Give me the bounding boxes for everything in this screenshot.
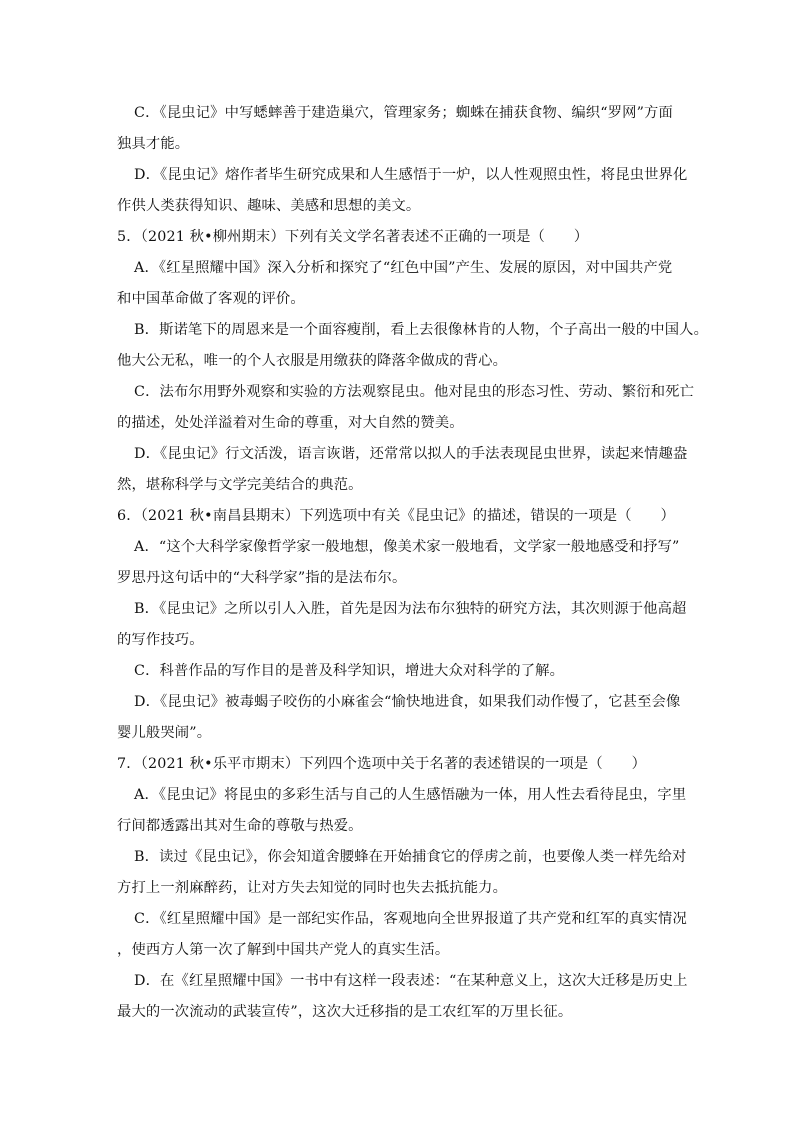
text-line: D．《昆虫记》熔作者毕生研究成果和人生感悟于一炉，以人性观照虫性，将昆虫世界化 [134,167,688,183]
option-5c [117,377,695,439]
option-6b [117,594,687,656]
option-4c [117,98,677,160]
text-line: B．斯诺笔下的周恩来是一个面容瘦削，看上去很像林肯的人物，个子高出一般的中国人。 [134,322,709,338]
text-line: 作供人类获得知识、趣味、美感和思想的美文。 [117,198,421,214]
option-7d [117,966,688,1028]
text-line: C．《昆虫记》中写蟋蟀善于建造巢穴，管理家务；蜘蛛在捕获食物、编织“罗网”方面 [134,105,673,121]
question-5-stem [117,222,677,253]
text-line: C．《红星照耀中国》是一部纪实作品，客观地向全世界报道了共产党和红军的真实情况 [134,911,687,927]
option-6d [117,687,681,749]
option-5d [117,439,688,501]
text-line: A．《红星照耀中国》深入分析和探究了“红色中国”产生、发展的原因，对中国共产党 [134,260,673,276]
option-7a [117,780,687,842]
text-line: D．《昆虫记》行文活泼，语言诙谐，还常常以拟人的手法表现昆虫世界，读起来情趣盎 [134,446,688,462]
text-line: D．在《红星照耀中国》一书中有这样一段表述：“在某种意义上，这次大迁移是历史上 [134,973,688,989]
text-line: B．《昆虫记》之所以引人入胜，首先是因为法布尔独特的研究方法，其次则源于他高超 [134,601,687,617]
text-line: 5．（2021 秋•柳州期末）下列有关文学名著表述不正确的一项是（ ） [117,229,589,245]
option-5b [117,315,709,377]
text-line: 罗思丹这句话中的“大科学家”指的是法布尔。 [117,570,407,586]
text-line: A．“这个大科学家像哲学家一般地想，像美术家一般地看，文学家一般地感受和抒写” [134,539,680,555]
text-line: 最大的一次流动的武装宣传”，这次大迁移指的是工农红军的万里长征。 [117,1004,573,1020]
text-line: ，使西方人第一次了解到中国共产党人的真实生活。 [117,942,450,958]
text-line: 婴儿般哭闹”。 [117,725,212,741]
text-line: 7．（2021 秋•乐平市期末）下列四个选项中关于名著的表述错误的一项是（ ） [117,756,647,772]
text-line: 的描述，处处洋溢着对生命的尊重，对大自然的赞美。 [117,415,464,431]
text-line: 方打上一剂麻醉药，让对方失去知觉的同时也失去抵抗能力。 [117,880,508,896]
text-line: A．《昆虫记》将昆虫的多彩生活与自己的人生感悟融为一体，用人性去看待昆虫，字里 [134,787,687,803]
option-4d [117,160,688,222]
text-line: 和中国革命做了客观的评价。 [117,291,305,307]
text-line: C．科普作品的写作目的是普及科学知识，增进大众对科学的了解。 [134,663,565,679]
option-5a [117,253,677,315]
text-line: 然，堪称科学与文学完美结合的典范。 [117,477,363,493]
question-7-stem [117,749,677,780]
option-6a [117,532,680,594]
document-content [117,98,709,1028]
option-6c [117,656,677,687]
option-7c [117,904,687,966]
text-line: C．法布尔用野外观察和实验的方法观察昆虫。他对昆虫的形态习性、劳动、繁衍和死亡 [134,384,695,400]
text-line: 6．（2021 秋•南昌县期末）下列选项中有关《昆虫记》的描述，错误的一项是（ ） [117,508,675,524]
text-line: 的写作技巧。 [117,632,204,648]
text-line: D．《昆虫记》被毒蝎子咬伤的小麻雀会“愉快地进食，如果我们动作慢了，它甚至会像 [134,694,681,710]
option-7b [117,842,687,904]
text-line: 行间都透露出其对生命的尊敬与热爱。 [117,818,363,834]
text-line: B．读过《昆虫记》，你会知道舍腰蜂在开始捕食它的俘虏之前，也要像人类一样先给对 [134,849,687,865]
text-line: 他大公无私，唯一的个人衣服是用缴获的降落伞做成的背心。 [117,353,508,369]
text-line: 独具才能。 [117,136,190,152]
question-6-stem [117,501,677,532]
